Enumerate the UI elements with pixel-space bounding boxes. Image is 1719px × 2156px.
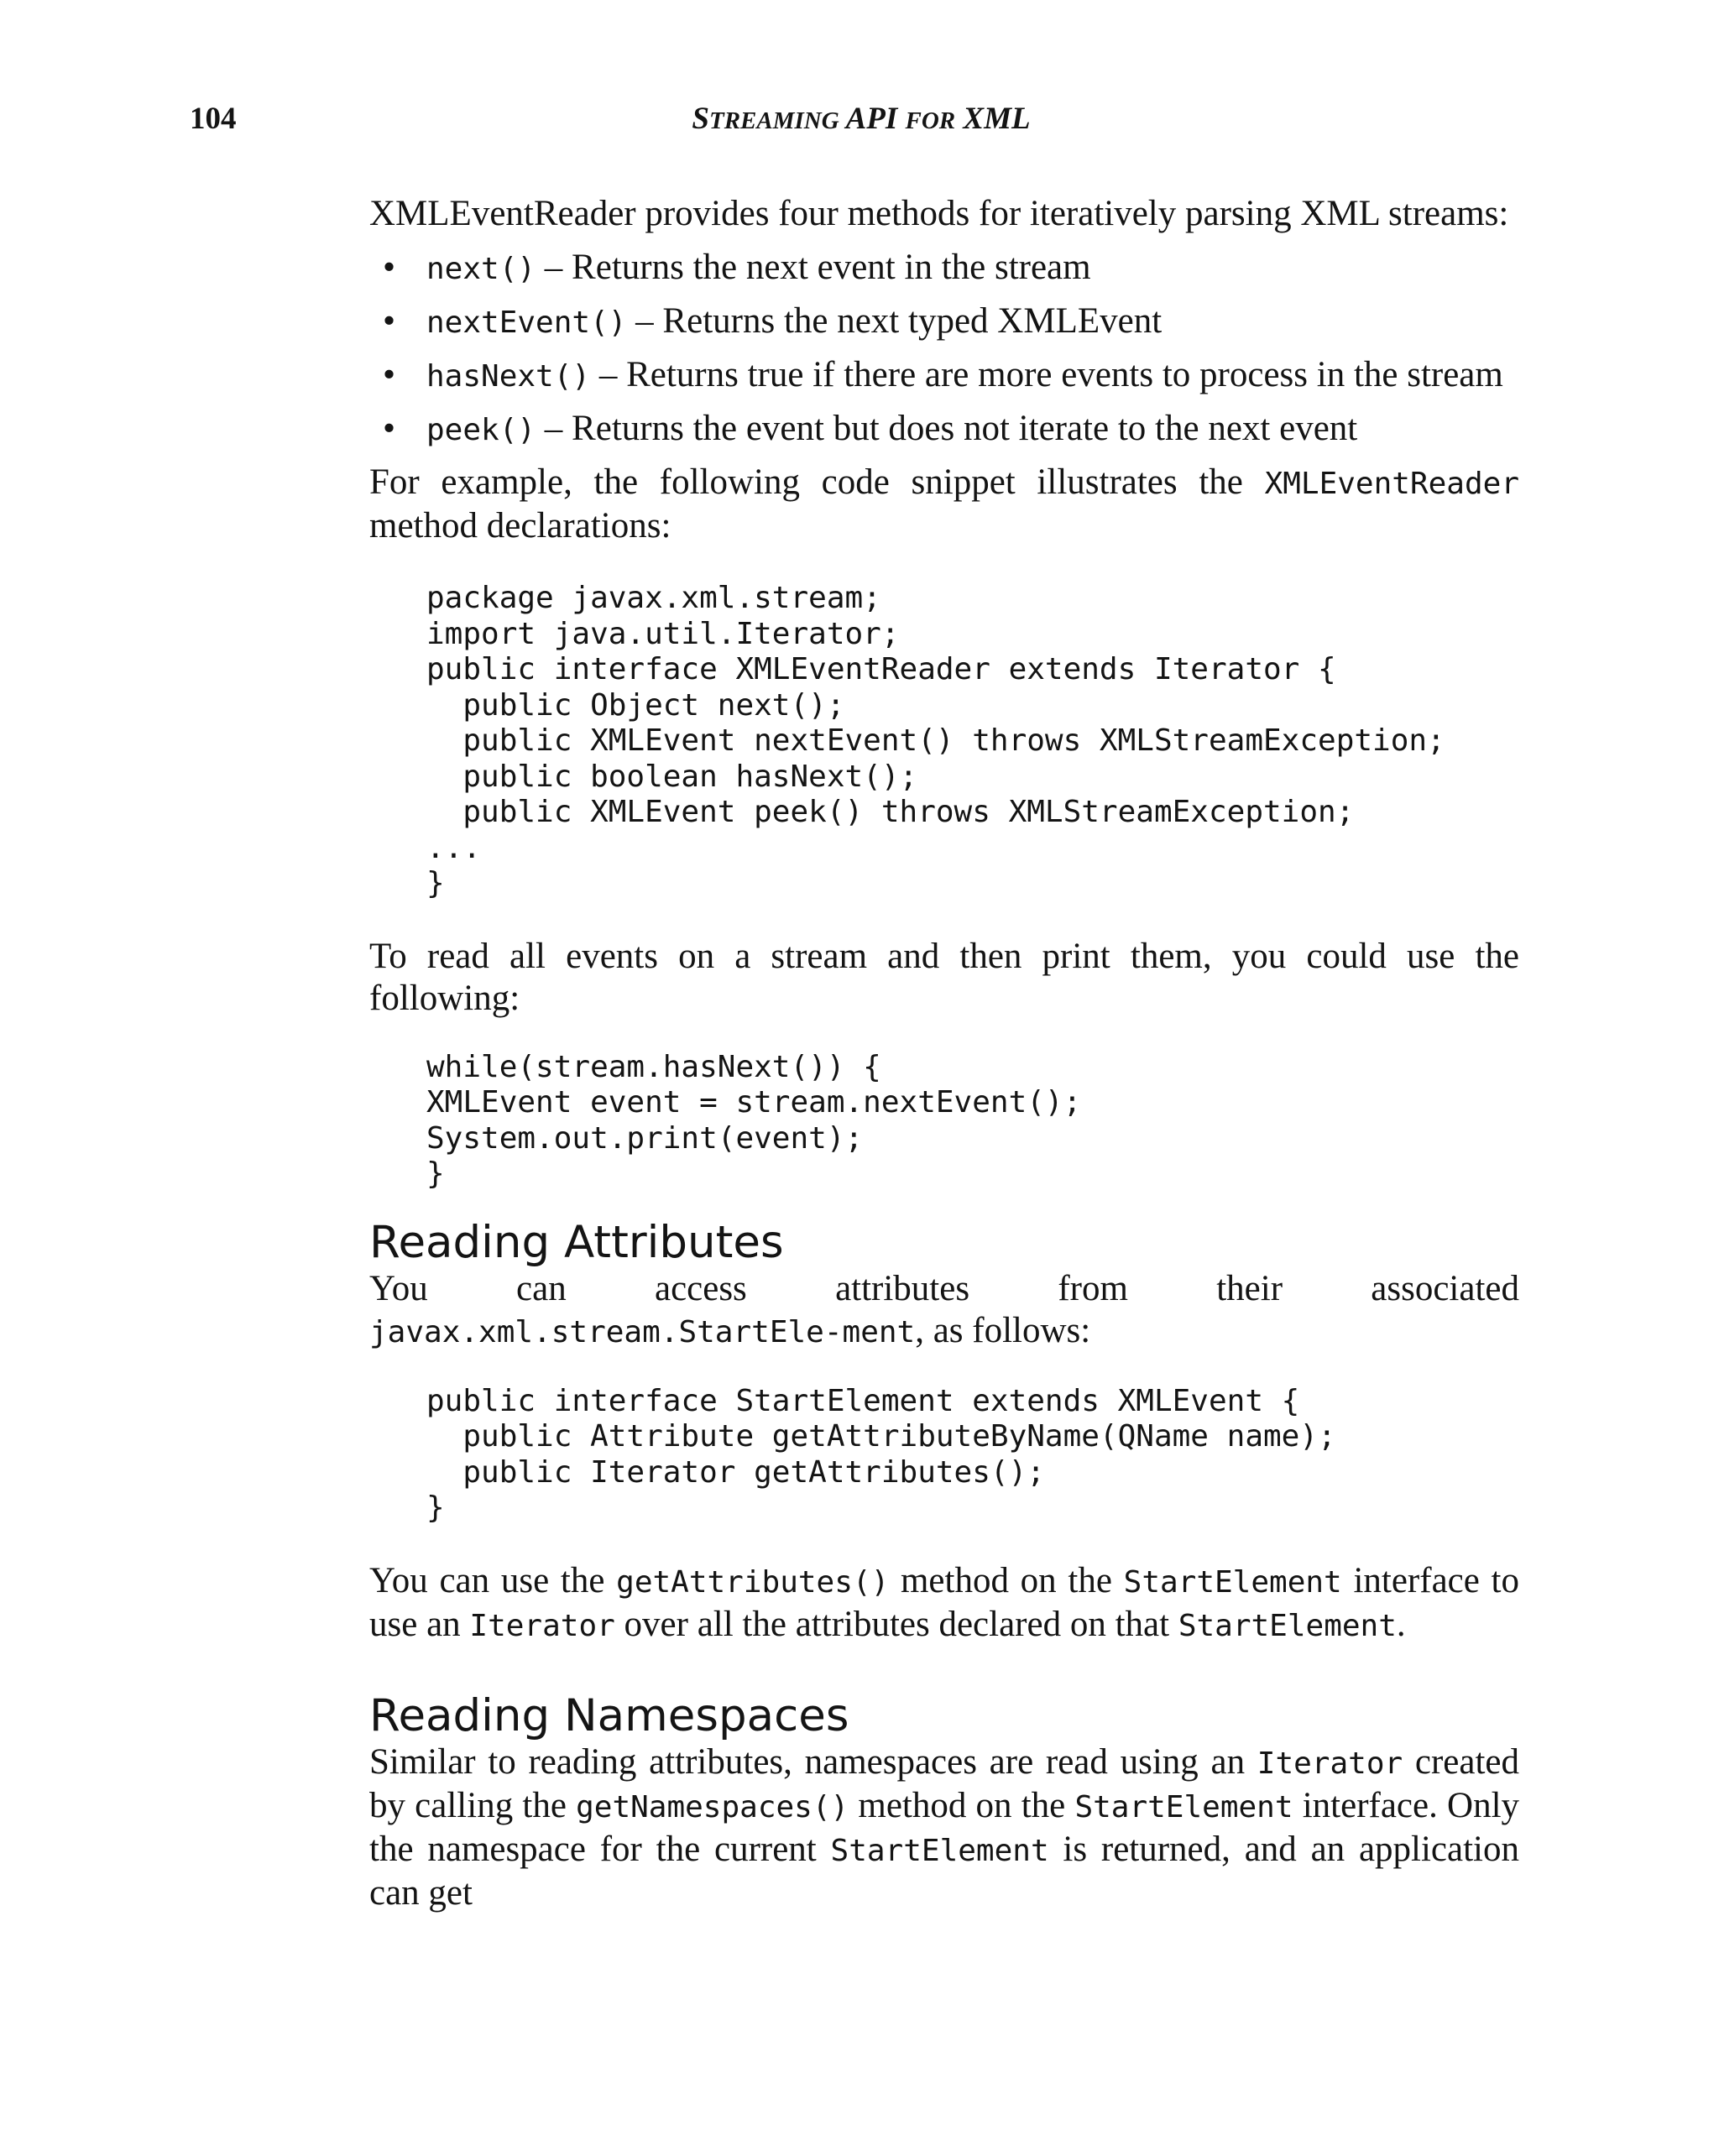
method-name: hasNext() xyxy=(426,359,591,394)
attributes-usage-paragraph xyxy=(369,1560,1519,1647)
method-description: – Returns the next typed XMLEvent xyxy=(626,301,1163,341)
usage-text-2: method on the xyxy=(889,1560,1124,1600)
bullet: • xyxy=(383,409,396,448)
method-list xyxy=(369,247,1519,452)
inline-code: javax.xml.stream.StartEle-ment xyxy=(369,1314,916,1349)
usage-text-1: You can use the xyxy=(369,1560,617,1600)
method-name: next() xyxy=(426,252,536,286)
method-name: peek() xyxy=(426,413,536,447)
inline-code: Iterator xyxy=(1257,1746,1403,1781)
method-description: – Returns true if there are more events to process in the stream xyxy=(590,355,1503,394)
running-head-xml: XML xyxy=(955,102,1031,136)
intro-paragraph: XMLEventReader provides four methods for iteratively parsing XML streams: xyxy=(369,194,1509,233)
ns-text-4: interface. Only the namespace for the current xyxy=(369,1785,1520,1869)
attributes-paragraph xyxy=(369,1268,1519,1354)
list-item xyxy=(383,408,1519,452)
inline-code: getNamespaces() xyxy=(576,1789,849,1825)
running-head-for: FOR xyxy=(905,107,956,134)
inline-code: StartElement xyxy=(1074,1789,1293,1825)
example-text-after: method declarations: xyxy=(369,506,671,546)
heading-reading-namespaces: Reading Namespaces xyxy=(369,1689,849,1741)
usage-text-3: interface to use an xyxy=(369,1560,1519,1644)
attributes-text-after: , as follows: xyxy=(915,1310,1091,1350)
page-number: 104 xyxy=(190,102,237,136)
usage-text-4: over all the attributes declared on that xyxy=(614,1604,1178,1644)
usage-text-5: . xyxy=(1396,1604,1406,1644)
heading-reading-attributes: Reading Attributes xyxy=(369,1216,784,1268)
bullet: • xyxy=(383,355,396,394)
running-head-api: API xyxy=(839,102,906,136)
list-item xyxy=(383,354,1519,398)
running-head-treaming: TREAMING xyxy=(708,107,839,134)
running-head-s: S xyxy=(692,102,709,136)
ns-text-5: is returned, and an application can get xyxy=(369,1829,1519,1913)
inline-code: Iterator xyxy=(469,1608,615,1643)
inline-code: StartElement xyxy=(1178,1608,1397,1643)
inline-code: getAttributes() xyxy=(616,1564,890,1600)
inline-code: StartElement xyxy=(830,1833,1049,1868)
attributes-text-before: You can access attributes from their associated xyxy=(369,1268,1519,1308)
code-block-interface: package javax.xml.stream; import java.util.Iterator; public interface XMLEventReader extends Iterator { public Object next(); public XMLEvent nextEvent() throws XMLStreamException; public boolean hasNext(); public XMLEvent peek() throws XMLStreamException; ... } xyxy=(426,581,1445,901)
list-item xyxy=(383,300,1519,344)
example-paragraph xyxy=(369,462,1519,547)
namespaces-paragraph xyxy=(369,1741,1519,1914)
page-content xyxy=(369,193,1519,1914)
code-block-start-element: public interface StartElement extends XMLEvent { public Attribute getAttributeByName(QName name); public Iterator getAttributes(); } xyxy=(426,1383,1336,1525)
code-block-loop: while(stream.hasNext()) { XMLEvent event = stream.nextEvent(); System.out.print(event); } xyxy=(426,1049,1082,1191)
method-description: – Returns the next event in the stream xyxy=(536,248,1091,287)
ns-text-1: Similar to reading attributes, namespaces are read using an xyxy=(369,1741,1257,1782)
method-description: – Returns the event but does not iterate to the next event xyxy=(536,409,1358,448)
inline-code: StartElement xyxy=(1123,1564,1342,1600)
ns-text-3: method on the xyxy=(849,1785,1075,1825)
bullet: • xyxy=(383,248,396,287)
method-name: nextEvent() xyxy=(426,305,627,340)
ns-text-2: created by calling the xyxy=(369,1741,1519,1825)
read-all-paragraph: To read all events on a stream and then print them, you could use the following: xyxy=(369,936,1519,1018)
example-text-before: For example, the following code snippet illustrates the xyxy=(369,462,1265,502)
bullet: • xyxy=(383,301,396,341)
inline-code: XMLEventReader xyxy=(1264,467,1519,501)
page-header xyxy=(190,99,1533,139)
list-item xyxy=(383,247,1519,290)
running-head xyxy=(190,99,1533,141)
